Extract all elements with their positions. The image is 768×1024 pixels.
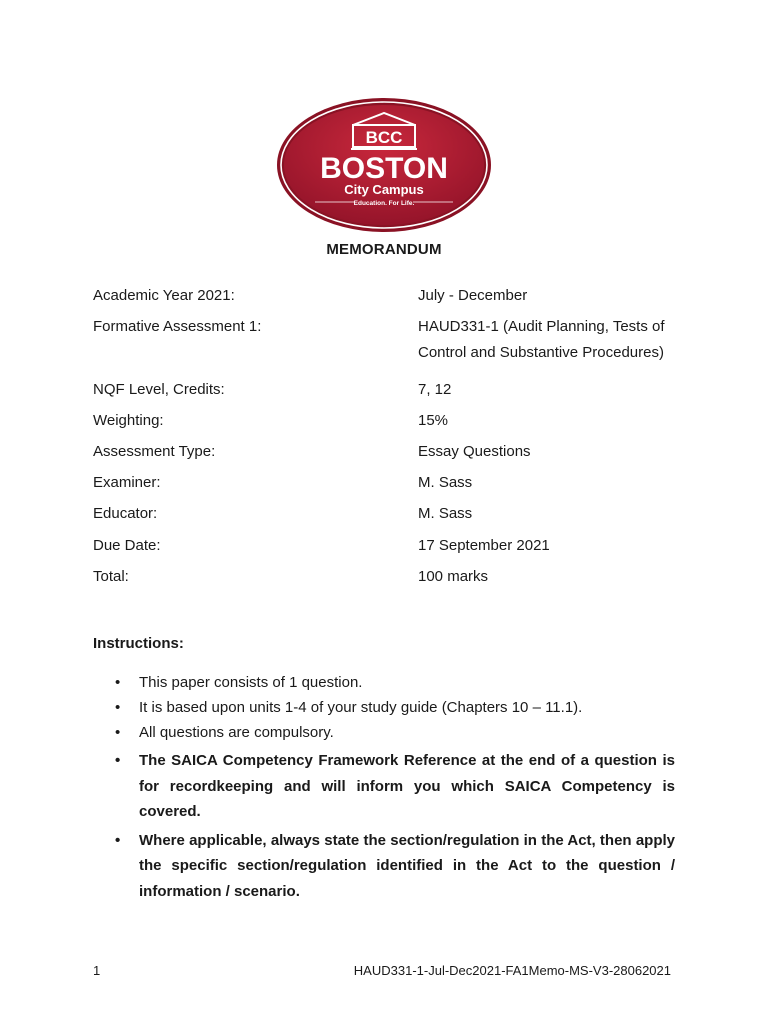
detail-row-academic-year — [93, 283, 693, 314]
bullet-icon: • — [115, 674, 121, 691]
detail-row-due-date — [93, 533, 693, 564]
instruction-text: Where applicable, always state the section/regulation in the Act, then apply the specific section/regulation identified in the Act to the question / information / scenario. — [139, 831, 675, 900]
list-item — [93, 695, 675, 720]
bullet-icon: • — [115, 752, 121, 769]
details-list — [93, 283, 693, 595]
logo-subname: City Campus — [344, 182, 424, 197]
detail-label: Total: — [93, 568, 129, 585]
detail-value: HAUD331-1 (Audit Planning, Tests of Control and Substantive Procedures) — [418, 318, 665, 361]
bullet-icon: • — [115, 831, 121, 849]
detail-row-weighting — [93, 408, 693, 439]
detail-label: NQF Level, Credits: — [93, 381, 225, 398]
instruction-text: This paper consists of 1 question. — [139, 674, 363, 691]
detail-row-assessment-type — [93, 439, 693, 470]
footer-document-code: HAUD331-1-Jul-Dec2021-FA1Memo-MS-V3-28062021 — [353, 963, 671, 978]
logo-tagline: Education. For Life. — [353, 200, 415, 207]
detail-row-nqf-level — [93, 377, 693, 408]
detail-value: 17 September 2021 — [418, 537, 550, 554]
detail-row-examiner — [93, 470, 693, 501]
detail-label: Due Date: — [93, 537, 161, 554]
detail-label: Assessment Type: — [93, 443, 216, 460]
bullet-icon: • — [115, 724, 121, 741]
logo-graphic — [275, 96, 493, 234]
detail-value: M. Sass — [418, 474, 473, 491]
instructions-list — [93, 670, 675, 904]
detail-label: Examiner: — [93, 474, 161, 491]
detail-row-formative-assessment — [93, 314, 693, 377]
detail-label: Weighting: — [93, 412, 164, 429]
instruction-text: It is based upon units 1-4 of your study guide (Chapters 10 – 11.1). — [139, 699, 583, 716]
detail-value: 100 marks — [418, 568, 489, 585]
detail-label: Educator: — [93, 505, 158, 522]
detail-value: Essay Questions — [418, 443, 531, 460]
detail-value: 7, 12 — [418, 381, 452, 398]
footer-page-number: 1 — [93, 963, 101, 978]
detail-label: Academic Year 2021: — [93, 287, 235, 304]
instruction-text: The SAICA Competency Framework Reference at the end of a question is for recordkeeping and will inform you which SAICA Competency is covered. — [139, 752, 675, 820]
detail-value: July - December — [418, 287, 528, 304]
detail-row-total — [93, 564, 693, 595]
list-item — [93, 670, 675, 695]
list-item — [93, 748, 675, 825]
detail-label: Formative Assessment 1: — [93, 318, 262, 335]
detail-value: M. Sass — [418, 505, 473, 522]
instruction-text: All questions are compulsory. — [139, 724, 334, 741]
memo-title: MEMORANDUM — [326, 241, 442, 258]
list-item — [93, 828, 675, 905]
detail-value: 15% — [418, 412, 449, 429]
detail-row-educator — [93, 501, 693, 533]
list-item — [93, 720, 675, 745]
logo-initials: BCC — [365, 128, 403, 147]
instructions-heading: Instructions: — [93, 635, 184, 652]
logo-name: BOSTON — [320, 152, 448, 185]
boston-city-campus-logo — [275, 96, 493, 234]
bullet-icon: • — [115, 699, 121, 716]
